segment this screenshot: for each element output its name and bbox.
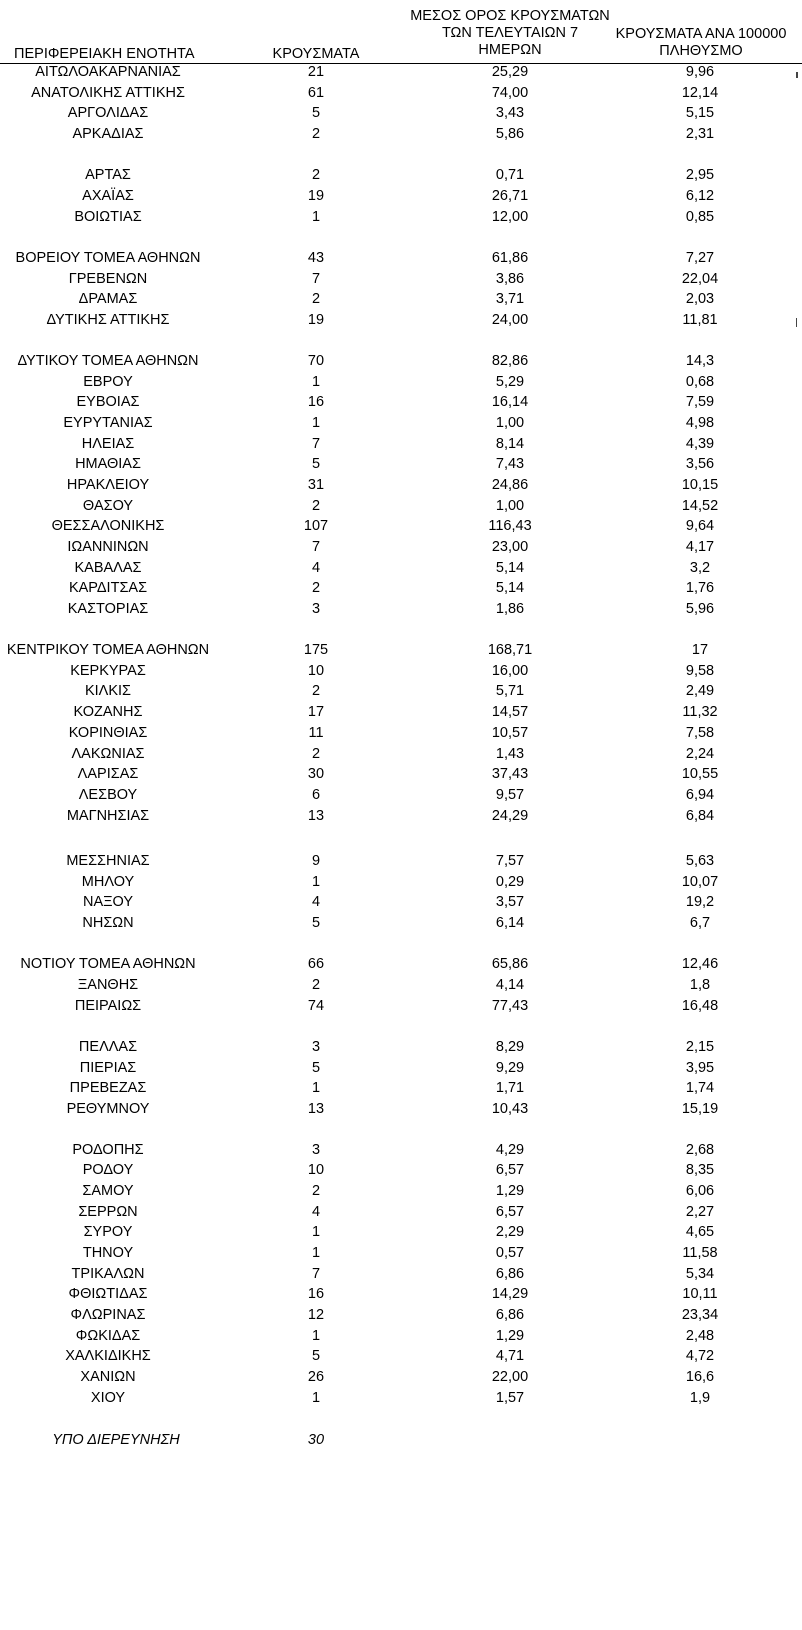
table-row <box>0 1264 802 1284</box>
cases-cell: 1 <box>311 1224 321 1240</box>
table-row <box>0 892 802 912</box>
region-cell: ΜΕΣΣΗΝΙΑΣ <box>66 853 150 869</box>
cases-cell: 61 <box>307 85 325 101</box>
region-cell: ΑΙΤΩΛΟΑΚΑΡΝΑΝΙΑΣ <box>35 64 181 80</box>
cases-cell: 3 <box>311 1039 321 1055</box>
table-row <box>0 744 802 764</box>
average-cell: 24,86 <box>491 477 529 493</box>
per-100000-cell: 22,04 <box>681 271 719 287</box>
cases-cell: 10 <box>307 663 325 679</box>
per-100000-cell: 11,32 <box>682 704 718 720</box>
table-row <box>0 413 802 433</box>
per-100000-cell: 17 <box>691 642 709 658</box>
cases-cell: 7 <box>311 436 321 452</box>
per-100000-cell: 3,2 <box>689 560 711 576</box>
per-100000-cell: 10,07 <box>681 874 719 890</box>
table-row <box>0 558 802 578</box>
table-row <box>0 1160 802 1180</box>
table-row <box>0 806 802 826</box>
average-cell: 1,29 <box>495 1183 525 1199</box>
header-per-100000 <box>596 26 802 60</box>
per-100000-cell: 4,17 <box>685 539 715 555</box>
per-100000-cell: 4,39 <box>685 436 715 452</box>
table-row <box>0 207 802 227</box>
cases-cell: 6 <box>311 787 321 803</box>
average-cell: 14,57 <box>491 704 529 720</box>
cases-cell: 7 <box>311 271 321 287</box>
cases-cell: 12 <box>307 1307 325 1323</box>
table-row <box>0 454 802 474</box>
table-row <box>0 186 802 206</box>
average-cell: 4,14 <box>495 977 525 993</box>
table-row <box>0 1202 802 1222</box>
region-cell: ΑΡΚΑΔΙΑΣ <box>72 126 144 142</box>
average-cell: 26,71 <box>491 188 529 204</box>
average-cell: 8,14 <box>495 436 525 452</box>
cases-cell: 1 <box>311 1390 321 1406</box>
per-100000-cell: 10,15 <box>681 477 719 493</box>
region-cell: ΘΑΣΟΥ <box>82 498 134 514</box>
footer-row <box>0 1430 802 1450</box>
cases-cell: 1 <box>311 415 321 431</box>
average-cell: 61,86 <box>491 250 529 266</box>
region-cell: ΦΩΚΙΔΑΣ <box>75 1328 141 1344</box>
cases-cell: 26 <box>307 1369 325 1385</box>
average-cell: 9,29 <box>495 1060 525 1076</box>
cases-cell: 11 <box>308 725 324 741</box>
cases-cell: 9 <box>311 853 321 869</box>
region-cell: ΚΟΡΙΝΘΙΑΣ <box>68 725 148 741</box>
table-row <box>0 1284 802 1304</box>
region-cell: ΝΗΣΩΝ <box>82 915 134 931</box>
region-cell: ΑΡΓΟΛΙΔΑΣ <box>67 105 149 121</box>
per-100000-cell: 4,65 <box>685 1224 715 1240</box>
table-row <box>0 1388 802 1408</box>
cases-cell: 4 <box>311 1204 321 1220</box>
average-cell: 3,57 <box>495 894 525 910</box>
average-cell: 5,14 <box>495 580 525 596</box>
table-row <box>0 516 802 536</box>
cases-cell: 2 <box>311 746 321 762</box>
table-row <box>0 723 802 743</box>
table-row <box>0 599 802 619</box>
average-cell: 22,00 <box>491 1369 529 1385</box>
per-100000-cell: 11,58 <box>682 1245 718 1261</box>
cases-cell: 1 <box>311 374 321 390</box>
per-100000-cell: 2,68 <box>685 1142 715 1158</box>
per-100000-cell: 14,3 <box>685 353 715 369</box>
table-row <box>0 537 802 557</box>
average-cell: 74,00 <box>491 85 529 101</box>
average-cell: 37,43 <box>491 766 529 782</box>
cases-cell: 7 <box>311 539 321 555</box>
region-cell: ΚΟΖΑΝΗΣ <box>73 704 143 720</box>
header-average-line3: ΗΜΕΡΩΝ <box>478 42 542 58</box>
per-100000-cell: 6,84 <box>685 808 715 824</box>
region-cell: ΗΡΑΚΛΕΙΟΥ <box>66 477 150 493</box>
region-cell: ΣΑΜΟΥ <box>82 1183 134 1199</box>
cases-cell: 66 <box>307 956 325 972</box>
cases-cell: 1 <box>311 1328 321 1344</box>
per-100000-cell: 19,2 <box>685 894 715 910</box>
table-row <box>0 702 802 722</box>
per-100000-cell: 10,11 <box>682 1286 718 1302</box>
table-row <box>0 1346 802 1366</box>
region-cell: ΠΙΕΡΙΑΣ <box>79 1060 137 1076</box>
cases-cell: 4 <box>311 894 321 910</box>
table-row <box>0 62 802 82</box>
per-100000-cell: 6,7 <box>689 915 711 931</box>
cases-cell: 10 <box>307 1162 325 1178</box>
average-cell: 6,14 <box>495 915 525 931</box>
average-cell: 10,57 <box>491 725 529 741</box>
per-100000-cell: 2,48 <box>685 1328 715 1344</box>
table-row <box>0 1181 802 1201</box>
region-cell: ΡΕΘΥΜΝΟΥ <box>66 1101 150 1117</box>
footer-label: ΥΠΟ ΔΙΕΡΕΥΝΗΣΗ <box>52 1432 180 1448</box>
region-cell: ΧΑΝΙΩΝ <box>80 1369 136 1385</box>
cases-cell: 5 <box>311 915 321 931</box>
region-cell: ΤΗΝΟΥ <box>82 1245 134 1261</box>
cases-cell: 7 <box>311 1266 321 1282</box>
average-cell: 0,57 <box>495 1245 525 1261</box>
per-100000-cell: 9,96 <box>685 64 715 80</box>
average-cell: 5,14 <box>495 560 525 576</box>
average-cell: 3,86 <box>495 271 525 287</box>
table-row <box>0 1037 802 1057</box>
average-cell: 16,14 <box>491 394 529 410</box>
per-100000-cell: 0,85 <box>685 209 715 225</box>
average-cell: 16,00 <box>491 663 529 679</box>
per-100000-cell: 16,6 <box>685 1369 715 1385</box>
table-row <box>0 954 802 974</box>
cases-cell: 3 <box>311 1142 321 1158</box>
region-cell: ΡΟΔΟΠΗΣ <box>72 1142 144 1158</box>
table-row <box>0 578 802 598</box>
region-cell: ΠΡΕΒΕΖΑΣ <box>69 1080 147 1096</box>
region-cell: ΕΒΡΟΥ <box>83 374 133 390</box>
per-100000-cell: 1,9 <box>689 1390 711 1406</box>
table-row <box>0 392 802 412</box>
average-cell: 5,29 <box>495 374 525 390</box>
average-cell: 8,29 <box>495 1039 525 1055</box>
table-row <box>0 165 802 185</box>
header-average-line1: ΜΕΣΟΣ ΟΡΟΣ ΚΡΟΥΣΜΑΤΩΝ <box>410 8 610 24</box>
region-cell: ΡΟΔΟΥ <box>82 1162 134 1178</box>
cases-cell: 2 <box>311 1183 321 1199</box>
per-100000-cell: 4,98 <box>685 415 715 431</box>
average-cell: 116,43 <box>488 518 532 534</box>
region-cell: ΦΛΩΡΙΝΑΣ <box>70 1307 146 1323</box>
per-100000-cell: 7,58 <box>685 725 715 741</box>
table-row <box>0 681 802 701</box>
region-cell: ΗΛΕΙΑΣ <box>81 436 135 452</box>
per-100000-cell: 12,14 <box>681 85 719 101</box>
region-cell: ΘΕΣΣΑΛΟΝΙΚΗΣ <box>51 518 165 534</box>
cases-cell: 19 <box>307 312 325 328</box>
table-row <box>0 103 802 123</box>
cases-cell: 2 <box>311 683 321 699</box>
region-cell: ΜΗΛΟΥ <box>81 874 135 890</box>
region-cell: ΑΧΑΪΑΣ <box>82 188 134 204</box>
average-cell: 1,86 <box>495 601 525 617</box>
region-cell: ΣΕΡΡΩΝ <box>78 1204 138 1220</box>
average-cell: 1,57 <box>495 1390 525 1406</box>
average-cell: 24,29 <box>491 808 529 824</box>
average-cell: 7,43 <box>495 456 525 472</box>
per-100000-cell: 2,95 <box>685 167 715 183</box>
per-100000-cell: 5,34 <box>685 1266 715 1282</box>
region-cell: ΚΑΣΤΟΡΙΑΣ <box>67 601 149 617</box>
cases-cell: 2 <box>311 126 321 142</box>
table-row <box>0 913 802 933</box>
table-row <box>0 996 802 1016</box>
table-row <box>0 1326 802 1346</box>
average-cell: 6,86 <box>495 1307 525 1323</box>
per-100000-cell: 23,34 <box>681 1307 719 1323</box>
average-cell: 1,71 <box>495 1080 525 1096</box>
cases-cell: 70 <box>307 353 325 369</box>
average-cell: 0,71 <box>495 167 525 183</box>
table-row <box>0 1140 802 1160</box>
table-row <box>0 496 802 516</box>
table-row <box>0 475 802 495</box>
table-row <box>0 269 802 289</box>
per-100000-cell: 5,15 <box>685 105 715 121</box>
region-cell: ΒΟΡΕΙΟΥ ΤΟΜΕΑ ΑΘΗΝΩΝ <box>15 250 201 266</box>
region-cell: ΚΙΛΚΙΣ <box>84 683 132 699</box>
per-100000-cell: 1,76 <box>685 580 715 596</box>
cases-cell: 13 <box>307 808 325 824</box>
average-cell: 4,29 <box>495 1142 525 1158</box>
region-cell: ΑΝΑΤΟΛΙΚΗΣ ΑΤΤΙΚΗΣ <box>31 85 185 101</box>
average-cell: 2,29 <box>495 1224 525 1240</box>
region-cell: ΛΑΡΙΣΑΣ <box>77 766 139 782</box>
table-row <box>0 640 802 660</box>
region-cell: ΝΟΤΙΟΥ ΤΟΜΕΑ ΑΘΗΝΩΝ <box>20 956 196 972</box>
header-per-line1: ΚΡΟΥΣΜΑΤΑ ΑΝΑ 100000 <box>615 26 787 42</box>
cases-cell: 31 <box>307 477 325 493</box>
table-row <box>0 661 802 681</box>
per-100000-cell: 16,48 <box>681 998 719 1014</box>
cases-cell: 74 <box>307 998 325 1014</box>
region-cell: ΧΑΛΚΙΔΙΚΗΣ <box>65 1348 151 1364</box>
cases-cell: 13 <box>307 1101 325 1117</box>
average-cell: 9,57 <box>495 787 525 803</box>
region-cell: ΧΙΟΥ <box>90 1390 126 1406</box>
per-100000-cell: 2,15 <box>685 1039 715 1055</box>
average-cell: 77,43 <box>491 998 529 1014</box>
header-per-line2: ΠΛΗΘΥΣΜΟ <box>659 43 743 59</box>
table-row <box>0 372 802 392</box>
per-100000-cell: 7,27 <box>685 250 715 266</box>
table-row <box>0 1058 802 1078</box>
table-row <box>0 1243 802 1263</box>
table-row <box>0 1367 802 1387</box>
cases-cell: 19 <box>307 188 325 204</box>
average-cell: 82,86 <box>491 353 529 369</box>
cases-cell: 30 <box>307 766 325 782</box>
per-100000-cell: 2,24 <box>685 746 715 762</box>
table-row <box>0 1099 802 1119</box>
cases-cell: 2 <box>311 498 321 514</box>
cases-cell: 175 <box>303 642 329 658</box>
per-100000-cell: 3,95 <box>685 1060 715 1076</box>
region-cell: ΠΕΙΡΑΙΩΣ <box>74 998 142 1014</box>
edge-mark <box>796 318 797 327</box>
header-region: ΠΕΡΙΦΕΡΕΙΑΚΗ ΕΝΟΤΗΤΑ <box>14 46 195 62</box>
average-cell: 24,00 <box>491 312 529 328</box>
cases-cell: 5 <box>311 1348 321 1364</box>
table-row <box>0 351 802 371</box>
average-cell: 168,71 <box>487 642 533 658</box>
per-100000-cell: 15,19 <box>681 1101 719 1117</box>
average-cell: 1,43 <box>495 746 525 762</box>
cases-cell: 3 <box>311 601 321 617</box>
region-cell: ΙΩΑΝΝΙΝΩΝ <box>67 539 149 555</box>
average-cell: 3,71 <box>495 291 525 307</box>
average-cell: 7,57 <box>495 853 525 869</box>
table-row <box>0 975 802 995</box>
region-cell: ΕΥΒΟΙΑΣ <box>76 394 140 410</box>
cases-cell: 16 <box>307 394 325 410</box>
per-100000-cell: 8,35 <box>685 1162 715 1178</box>
region-cell: ΣΥΡΟΥ <box>83 1224 133 1240</box>
header-average <box>405 8 615 59</box>
table-row <box>0 310 802 330</box>
average-cell: 0,29 <box>495 874 525 890</box>
per-100000-cell: 2,31 <box>685 126 715 142</box>
per-100000-cell: 4,72 <box>685 1348 715 1364</box>
per-100000-cell: 12,46 <box>681 956 719 972</box>
cases-cell: 5 <box>311 1060 321 1076</box>
per-100000-cell: 1,8 <box>689 977 711 993</box>
table-row <box>0 872 802 892</box>
cases-cell: 107 <box>303 518 329 534</box>
per-100000-cell: 0,68 <box>685 374 715 390</box>
region-cell: ΕΥΡΥΤΑΝΙΑΣ <box>63 415 153 431</box>
average-cell: 6,57 <box>495 1204 525 1220</box>
average-cell: 12,00 <box>491 209 529 225</box>
table-row <box>0 124 802 144</box>
region-cell: ΔΡΑΜΑΣ <box>78 291 138 307</box>
cases-cell: 2 <box>311 291 321 307</box>
average-cell: 65,86 <box>491 956 529 972</box>
table-row <box>0 248 802 268</box>
region-cell: ΒΟΙΩΤΙΑΣ <box>74 209 142 225</box>
region-cell: ΗΜΑΘΙΑΣ <box>75 456 141 472</box>
region-cell: ΛΑΚΩΝΙΑΣ <box>71 746 145 762</box>
edge-mark <box>796 72 798 78</box>
per-100000-cell: 9,64 <box>685 518 715 534</box>
cases-cell: 2 <box>311 580 321 596</box>
per-100000-cell: 6,94 <box>685 787 715 803</box>
table-row <box>0 764 802 784</box>
per-100000-cell: 3,56 <box>685 456 715 472</box>
average-cell: 1,00 <box>495 415 525 431</box>
cases-cell: 43 <box>307 250 325 266</box>
cases-cell: 21 <box>307 64 325 80</box>
cases-cell: 17 <box>307 704 325 720</box>
cases-cell: 1 <box>311 209 321 225</box>
region-cell: ΜΑΓΝΗΣΙΑΣ <box>66 808 150 824</box>
table-row <box>0 851 802 871</box>
average-cell: 10,43 <box>491 1101 529 1117</box>
cases-cell: 2 <box>311 167 321 183</box>
region-cell: ΤΡΙΚΑΛΩΝ <box>71 1266 145 1282</box>
per-100000-cell: 7,59 <box>685 394 715 410</box>
region-cell: ΔΥΤΙΚΟΥ ΤΟΜΕΑ ΑΘΗΝΩΝ <box>17 353 199 369</box>
region-cell: ΛΕΣΒΟΥ <box>78 787 138 803</box>
table-row <box>0 434 802 454</box>
region-cell: ΔΥΤΙΚΗΣ ΑΤΤΙΚΗΣ <box>46 312 170 328</box>
cases-cell: 4 <box>311 560 321 576</box>
per-100000-cell: 1,74 <box>685 1080 715 1096</box>
per-100000-cell: 14,52 <box>681 498 719 514</box>
cases-cell: 16 <box>307 1286 325 1302</box>
region-cell: ΞΑΝΘΗΣ <box>77 977 139 993</box>
average-cell: 6,86 <box>495 1266 525 1282</box>
table-row <box>0 1222 802 1242</box>
average-cell: 3,43 <box>495 105 525 121</box>
table-row <box>0 83 802 103</box>
per-100000-cell: 2,27 <box>685 1204 715 1220</box>
region-cell: ΑΡΤΑΣ <box>85 167 131 183</box>
per-100000-cell: 10,55 <box>681 766 719 782</box>
table-row <box>0 1305 802 1325</box>
average-cell: 1,29 <box>495 1328 525 1344</box>
region-cell: ΚΕΡΚΥΡΑΣ <box>70 663 146 679</box>
table-row <box>0 1078 802 1098</box>
region-cell: ΝΑΞΟΥ <box>82 894 134 910</box>
region-cell: ΚΑΒΑΛΑΣ <box>74 560 142 576</box>
per-100000-cell: 2,03 <box>685 291 715 307</box>
cases-cell: 1 <box>311 874 321 890</box>
per-100000-cell: 11,81 <box>682 312 718 328</box>
per-100000-cell: 5,63 <box>685 853 715 869</box>
cases-cell: 5 <box>311 456 321 472</box>
cases-cell: 2 <box>311 977 321 993</box>
cases-cell: 1 <box>311 1245 321 1261</box>
table-row <box>0 289 802 309</box>
footer-cases: 30 <box>307 1432 325 1448</box>
per-100000-cell: 9,58 <box>685 663 715 679</box>
per-100000-cell: 6,06 <box>685 1183 715 1199</box>
average-cell: 5,71 <box>495 683 525 699</box>
average-cell: 25,29 <box>491 64 529 80</box>
region-cell: ΦΘΙΩΤΙΔΑΣ <box>68 1286 148 1302</box>
per-100000-cell: 6,12 <box>685 188 715 204</box>
region-cell: ΠΕΛΛΑΣ <box>78 1039 138 1055</box>
table-row <box>0 785 802 805</box>
average-cell: 6,57 <box>495 1162 525 1178</box>
cases-cell: 5 <box>311 105 321 121</box>
header-cases: ΚΡΟΥΣΜΑΤΑ <box>272 46 360 62</box>
average-cell: 23,00 <box>491 539 529 555</box>
average-cell: 4,71 <box>495 1348 525 1364</box>
average-cell: 1,00 <box>495 498 525 514</box>
header-average-line2: ΤΩΝ ΤΕΛΕΥΤΑΙΩΝ 7 <box>441 25 579 41</box>
average-cell: 5,86 <box>495 126 525 142</box>
region-cell: ΚΑΡΔΙΤΣΑΣ <box>68 580 148 596</box>
region-cell: ΚΕΝΤΡΙΚΟΥ ΤΟΜΕΑ ΑΘΗΝΩΝ <box>6 642 210 658</box>
average-cell: 14,29 <box>491 1286 529 1302</box>
per-100000-cell: 2,49 <box>685 683 715 699</box>
region-cell: ΓΡΕΒΕΝΩΝ <box>68 271 148 287</box>
cases-cell: 1 <box>311 1080 321 1096</box>
per-100000-cell: 5,96 <box>685 601 715 617</box>
